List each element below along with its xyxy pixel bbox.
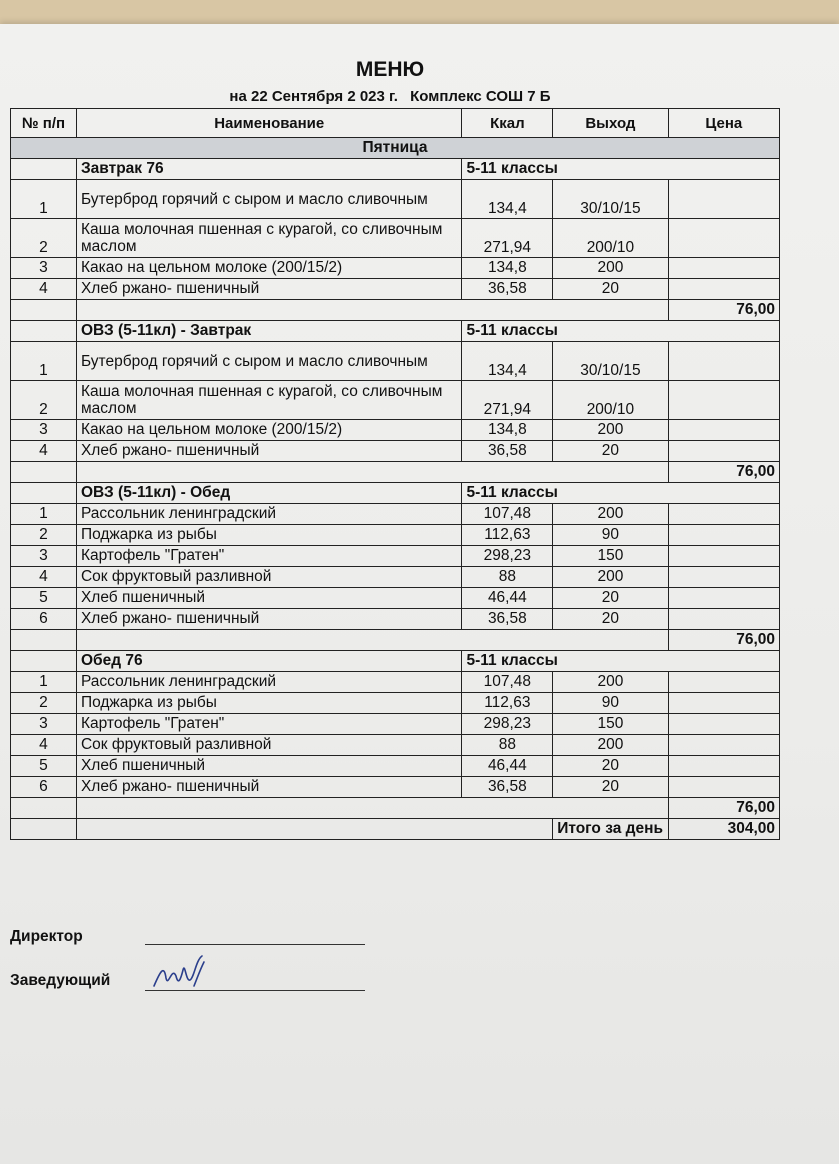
- item-output: 20: [553, 609, 668, 630]
- col-header-name: Наименование: [76, 109, 462, 138]
- total-empty-num: [11, 300, 77, 321]
- menu-table: [10, 108, 780, 840]
- day-total-empty-num: [11, 819, 77, 840]
- item-num: 6: [11, 777, 77, 798]
- item-kcal: 271,94: [462, 381, 553, 420]
- section-name: ОВЗ (5-11кл) - Завтрак: [76, 321, 462, 342]
- item-price-empty: [668, 279, 779, 300]
- item-name: Сок фруктовый разливной: [76, 567, 462, 588]
- item-kcal: 46,44: [462, 756, 553, 777]
- item-name: Каша молочная пшенная с курагой, со сливочным маслом: [76, 219, 462, 258]
- item-output: 200: [553, 672, 668, 693]
- item-kcal: 298,23: [462, 546, 553, 567]
- table-row: [11, 756, 780, 777]
- item-price-empty: [668, 672, 779, 693]
- item-name: Поджарка из рыбы: [76, 525, 462, 546]
- total-empty-num: [11, 798, 77, 819]
- section-classes: 5-11 классы: [462, 321, 780, 342]
- item-output: 20: [553, 441, 668, 462]
- section-header-row: [11, 321, 780, 342]
- item-kcal: 112,63: [462, 693, 553, 714]
- section-header-row: [11, 159, 780, 180]
- item-name: Какао на цельном молоке (200/15/2): [76, 258, 462, 279]
- item-name: Картофель "Гратен": [76, 714, 462, 735]
- table-row: [11, 672, 780, 693]
- item-name: Поджарка из рыбы: [76, 693, 462, 714]
- item-kcal: 36,58: [462, 441, 553, 462]
- item-num: 3: [11, 714, 77, 735]
- total-empty-num: [11, 630, 77, 651]
- item-price-empty: [668, 777, 779, 798]
- item-output: 200: [553, 420, 668, 441]
- table-row: [11, 441, 780, 462]
- item-output: 200: [553, 567, 668, 588]
- section-total-row: [11, 798, 780, 819]
- day-label: Пятница: [11, 138, 780, 159]
- item-kcal: 36,58: [462, 777, 553, 798]
- item-kcal: 134,8: [462, 258, 553, 279]
- item-name: Картофель "Гратен": [76, 546, 462, 567]
- menu-date: на 22 Сентября 2 023 г.: [229, 88, 398, 105]
- item-kcal: 134,4: [462, 180, 553, 219]
- table-row: [11, 381, 780, 420]
- total-empty-span: [76, 798, 668, 819]
- item-num: 4: [11, 567, 77, 588]
- item-kcal: 46,44: [462, 588, 553, 609]
- item-output: 90: [553, 693, 668, 714]
- item-output: 200: [553, 735, 668, 756]
- item-output: 20: [553, 777, 668, 798]
- item-output: 200/10: [553, 219, 668, 258]
- item-num: 6: [11, 609, 77, 630]
- item-name: Хлеб ржано- пшеничный: [76, 441, 462, 462]
- item-price-empty: [668, 693, 779, 714]
- manager-label: Заведующий: [10, 972, 111, 989]
- item-name: Хлеб пшеничный: [76, 588, 462, 609]
- table-row: [11, 735, 780, 756]
- item-output: 90: [553, 525, 668, 546]
- item-kcal: 298,23: [462, 714, 553, 735]
- section-total-row: [11, 462, 780, 483]
- handwritten-signature: [150, 952, 220, 992]
- table-row: [11, 504, 780, 525]
- item-num: 2: [11, 219, 77, 258]
- item-kcal: 88: [462, 567, 553, 588]
- item-name: Хлеб ржано- пшеничный: [76, 609, 462, 630]
- item-output: 150: [553, 714, 668, 735]
- table-header-row: [11, 109, 780, 138]
- item-kcal: 107,48: [462, 672, 553, 693]
- menu-title: МЕНЮ: [355, 58, 425, 81]
- col-header-kcal: Ккал: [462, 109, 553, 138]
- total-empty-span: [76, 300, 668, 321]
- section-header-row: [11, 483, 780, 504]
- table-row: [11, 420, 780, 441]
- menu-complex: Комплекс СОШ 7 Б: [410, 88, 551, 105]
- table-row: [11, 525, 780, 546]
- item-num: 5: [11, 588, 77, 609]
- director-signature-line: [145, 944, 365, 945]
- table-row: [11, 279, 780, 300]
- item-kcal: 36,58: [462, 609, 553, 630]
- day-total-row: [11, 819, 780, 840]
- item-name: Хлеб ржано- пшеничный: [76, 777, 462, 798]
- day-total-value: 304,00: [668, 819, 779, 840]
- item-price-empty: [668, 441, 779, 462]
- item-kcal: 107,48: [462, 504, 553, 525]
- item-num: 2: [11, 525, 77, 546]
- total-empty-span: [76, 630, 668, 651]
- table-row: [11, 693, 780, 714]
- item-num: 4: [11, 279, 77, 300]
- item-num: 3: [11, 546, 77, 567]
- item-num: 3: [11, 258, 77, 279]
- item-num: 1: [11, 672, 77, 693]
- item-num: 1: [11, 180, 77, 219]
- table-row: [11, 567, 780, 588]
- item-price-empty: [668, 735, 779, 756]
- item-price-empty: [668, 525, 779, 546]
- item-num: 3: [11, 420, 77, 441]
- item-name: Рассольник ленинградский: [76, 504, 462, 525]
- table-row: [11, 609, 780, 630]
- item-num: 4: [11, 441, 77, 462]
- col-header-num: № п/п: [11, 109, 77, 138]
- item-kcal: 134,8: [462, 420, 553, 441]
- table-row: [11, 546, 780, 567]
- item-price-empty: [668, 381, 779, 420]
- table-row: [11, 258, 780, 279]
- section-num-empty: [11, 321, 77, 342]
- item-price-empty: [668, 609, 779, 630]
- menu-subtitle: [0, 88, 780, 105]
- item-price-empty: [668, 504, 779, 525]
- total-empty-span: [76, 462, 668, 483]
- day-total-label: Итого за день: [553, 819, 668, 840]
- item-name: Сок фруктовый разливной: [76, 735, 462, 756]
- item-price-empty: [668, 546, 779, 567]
- item-kcal: 36,58: [462, 279, 553, 300]
- day-total-empty-span: [76, 819, 552, 840]
- item-num: 4: [11, 735, 77, 756]
- section-classes: 5-11 классы: [462, 651, 780, 672]
- table-row: [11, 219, 780, 258]
- section-price: 76,00: [668, 462, 779, 483]
- item-output: 150: [553, 546, 668, 567]
- section-name: ОВЗ (5-11кл) - Обед: [76, 483, 462, 504]
- item-num: 2: [11, 693, 77, 714]
- item-name: Бутерброд горячий с сыром и масло сливочным: [76, 342, 462, 381]
- item-name: Хлеб пшеничный: [76, 756, 462, 777]
- item-output: 20: [553, 588, 668, 609]
- item-output: 30/10/15: [553, 180, 668, 219]
- item-name: Хлеб ржано- пшеничный: [76, 279, 462, 300]
- item-name: Рассольник ленинградский: [76, 672, 462, 693]
- section-total-row: [11, 300, 780, 321]
- section-price: 76,00: [668, 630, 779, 651]
- item-num: 5: [11, 756, 77, 777]
- item-output: 200: [553, 504, 668, 525]
- day-row: [11, 138, 780, 159]
- item-num: 1: [11, 504, 77, 525]
- item-num: 2: [11, 381, 77, 420]
- item-name: Какао на цельном молоке (200/15/2): [76, 420, 462, 441]
- section-price: 76,00: [668, 300, 779, 321]
- total-empty-num: [11, 462, 77, 483]
- section-classes: 5-11 классы: [462, 483, 780, 504]
- section-num-empty: [11, 159, 77, 180]
- item-output: 30/10/15: [553, 342, 668, 381]
- item-output: 200: [553, 258, 668, 279]
- item-price-empty: [668, 420, 779, 441]
- item-name: Бутерброд горячий с сыром и масло сливочным: [76, 180, 462, 219]
- table-row: [11, 180, 780, 219]
- item-kcal: 271,94: [462, 219, 553, 258]
- item-kcal: 88: [462, 735, 553, 756]
- table-row: [11, 777, 780, 798]
- section-name: Обед 76: [76, 651, 462, 672]
- section-header-row: [11, 651, 780, 672]
- item-output: 20: [553, 279, 668, 300]
- item-output: 20: [553, 756, 668, 777]
- section-num-empty: [11, 651, 77, 672]
- section-total-row: [11, 630, 780, 651]
- table-row: [11, 714, 780, 735]
- table-row: [11, 342, 780, 381]
- item-num: 1: [11, 342, 77, 381]
- col-header-out: Выход: [553, 109, 668, 138]
- item-price-empty: [668, 258, 779, 279]
- item-price-empty: [668, 219, 779, 258]
- item-kcal: 112,63: [462, 525, 553, 546]
- section-num-empty: [11, 483, 77, 504]
- director-label: Директор: [10, 928, 83, 945]
- table-row: [11, 588, 780, 609]
- item-price-empty: [668, 180, 779, 219]
- item-kcal: 134,4: [462, 342, 553, 381]
- item-price-empty: [668, 567, 779, 588]
- section-name: Завтрак 76: [76, 159, 462, 180]
- section-price: 76,00: [668, 798, 779, 819]
- item-output: 200/10: [553, 381, 668, 420]
- col-header-price: Цена: [668, 109, 779, 138]
- item-price-empty: [668, 588, 779, 609]
- item-price-empty: [668, 342, 779, 381]
- item-name: Каша молочная пшенная с курагой, со сливочным маслом: [76, 381, 462, 420]
- item-price-empty: [668, 714, 779, 735]
- section-classes: 5-11 классы: [462, 159, 780, 180]
- item-price-empty: [668, 756, 779, 777]
